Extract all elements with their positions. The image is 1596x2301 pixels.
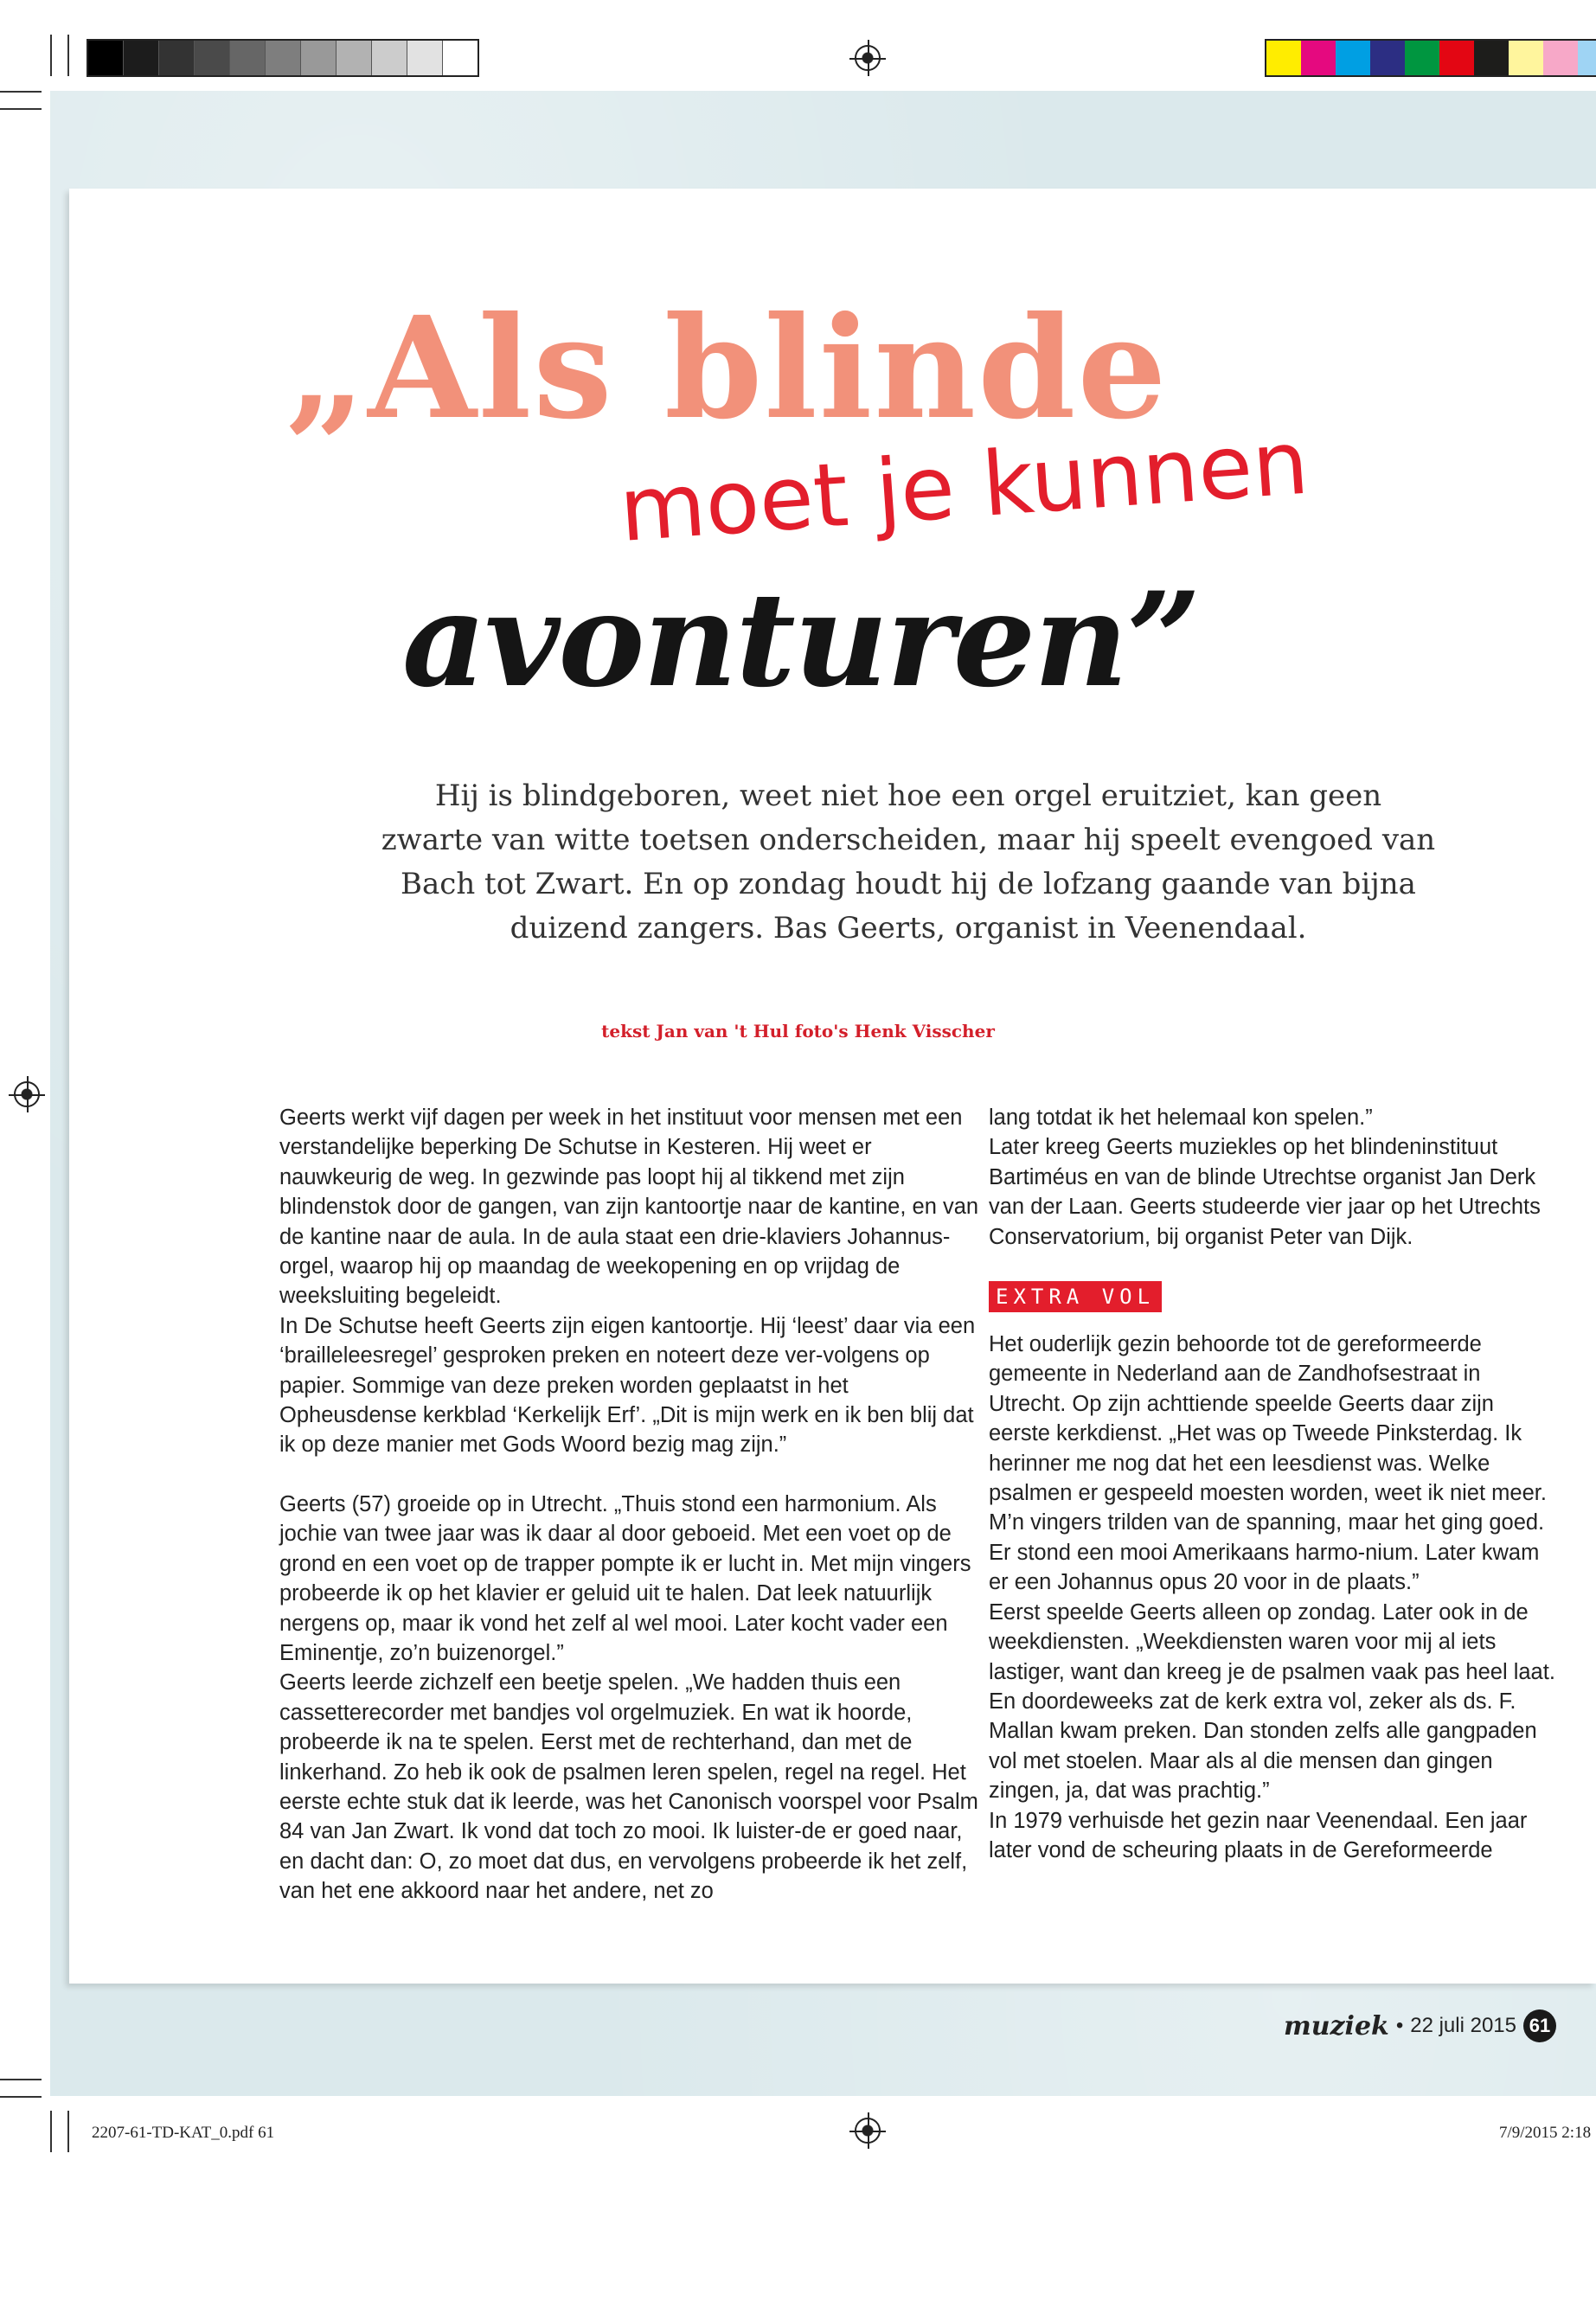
body-column-left [279, 1103, 980, 1907]
gray-swatch [300, 41, 336, 75]
print-slug-file: 2207-61-TD-KAT_0.pdf 61 [92, 2124, 275, 2142]
print-slug-timestamp: 7/9/2015 2:18 [1499, 2124, 1592, 2142]
gray-swatch [123, 41, 158, 75]
paragraph: lang totdat ik het helemaal kon spelen.” [989, 1106, 1373, 1130]
color-swatch [1543, 41, 1578, 75]
gray-swatch [442, 41, 478, 75]
paragraph: Later kreeg Geerts muziekles op het blindeninstituut Bartiméus en van de blinde Utrechtse organist Jan Derk van der Laan. Geerts studeerde vier jaar op het Utrechts Conservatorium, bij organist Peter van Dijk. [989, 1135, 1541, 1249]
color-swatch [1405, 41, 1439, 75]
color-swatch [1509, 41, 1543, 75]
gray-swatch [371, 41, 407, 75]
page-footer [1284, 2009, 1556, 2042]
grayscale-calibration-bar [87, 39, 479, 77]
gray-swatch [265, 41, 300, 75]
crop-mark [50, 2111, 52, 2152]
color-swatch [1370, 41, 1405, 75]
intro-lede: Hij is blindgeboren, weet niet hoe een orgel eruitziet, kan geen zwarte van witte toetsen onderscheiden, maar hij speelt evengoed van Bach tot Zwart. En op zondag houdt hij de lofzang gaande van bijna duizend zangers. Bas Geerts, organist in Veenendaal. [381, 779, 1436, 945]
gray-swatch [336, 41, 371, 75]
gray-swatch [158, 41, 194, 75]
issue-date: 22 juli 2015 [1410, 2014, 1516, 2037]
color-swatch [1301, 41, 1336, 75]
gray-swatch [407, 41, 442, 75]
gray-swatch [229, 41, 265, 75]
registration-mark-left [14, 1081, 40, 1107]
byline-credits: tekst Jan van 't Hul foto's Henk Visscher [601, 1021, 995, 1042]
page-number: 61 [1523, 2009, 1556, 2042]
crop-mark [67, 35, 69, 76]
registration-mark-bottom [855, 2118, 881, 2144]
color-swatch [1439, 41, 1474, 75]
crop-mark [50, 35, 52, 76]
paragraph: Geerts (57) groeide op in Utrecht. „Thuis stond een harmonium. Als jochie van twee jaar was ik daar al door geboeid. Met een voet op de grond en een voet op de trapper pompte ik er lucht in. Met mijn vingers probeerde ik op het klavier er geluid uit te halen. Dat leek natuurlijk nergens op, maar ik vond het zelf al wel mooi. Later kocht vader een Eminentje, zo’n buizenorgel.” [279, 1491, 971, 1665]
gray-swatch [88, 41, 123, 75]
crop-mark [0, 2096, 42, 2098]
crop-mark [0, 2079, 42, 2080]
paragraph: Het ouderlijk gezin behoorde tot de gereformeerde gemeente in Nederland aan de Zandhofsestraat in Utrecht. Op zijn achttiende speelde Geerts daar zijn eerste kerkdienst. „Het was op Tweede Pinksterdag. Ik herinner me nog dat het een leesdienst was. Welke psalmen er gespeeld moesten worden, weet ik niet meer. M’n vingers trilden van de spanning, maar het ging goed. Er stond een mooi Amerikaans harmo-nium. Later kwam er een Johannus opus 20 voor in de plaats.” [989, 1332, 1547, 1595]
headline-line-2: moet je kunnen [616, 411, 1312, 562]
color-calibration-bar [1265, 39, 1596, 77]
color-swatch [1336, 41, 1370, 75]
crop-mark [67, 2111, 69, 2152]
crop-mark [0, 91, 42, 93]
crop-mark [0, 108, 42, 110]
paragraph: In 1979 verhuisde het gezin naar Veenendaal. Een jaar later vond de scheuring plaats in de Gereformeerde [989, 1808, 1528, 1862]
footer-separator: • [1395, 2014, 1404, 2037]
paragraph: Geerts leerde zichzelf een beetje spelen. „We hadden thuis een cassetterecorder met bandjes vol orgelmuziek. En wat ik hoorde, probeerde ik na te spelen. Eerst met de rechterhand, dan met de linkerhand. Zo heb ik ook de psalmen leren spelen, regel na regel. Het eerste echte stuk dat ik leerde, was het Canonisch voorspel voor Psalm 84 van Jan Zwart. Ik vond dat toch zo mooi. Ik luister-de er goed naar, en dacht dan: O, zo moet dat dus, en vervolgens probeerde ik het zelf, van het ene akkoord naar het andere, net zo [279, 1670, 978, 1904]
color-swatch [1578, 41, 1596, 75]
registration-mark-top [855, 45, 881, 71]
section-kicker: EXTRA VOL [989, 1281, 1162, 1312]
color-swatch [1474, 41, 1509, 75]
magazine-name: muziek [1283, 2010, 1389, 2041]
headline-line-3: avonturen” [402, 564, 1200, 716]
paragraph: In De Schutse heeft Geerts zijn eigen kantoortje. Hij ‘leest’ daar via een ‘brailleleesregel’ gesproken preken en noteert deze ver-volgens op papier. Sommige van deze preken worden geplaatst in het Opheusdense kerkblad ‘Kerkelijk Erf’. „Dit is mijn werk en ik ben blij dat ik op deze manier met Gods Woord bezig mag zijn.” [279, 1313, 976, 1458]
color-swatch [1266, 41, 1301, 75]
body-column-right [989, 1103, 1560, 1865]
paragraph: Eerst speelde Geerts alleen op zondag. Later ook in de weekdiensten. „Weekdiensten waren voor mij al iets lastiger, want dan kreeg je de psalmen vaak pas heel laat. En doordeweeks zat de kerk extra vol, zeker als ds. F. Mallan kwam preken. Dan stonden zelfs alle gangpaden vol met stoelen. Maar als al die mensen dan gingen zingen, ja, dat was prachtig.” [989, 1599, 1555, 1804]
gray-swatch [194, 41, 229, 75]
paragraph: Geerts werkt vijf dagen per week in het instituut voor mensen met een verstandelijke beperking De Schutse in Kesteren. Hij weet er nauwkeurig de weg. In gezwinde pas loopt hij al tikkend met zijn blindenstok door de gangen, van zijn kantoortje naar de kantine, en van de kantine naar de aula. In de aula staat een drie-klaviers Johannus-orgel, waarop hij op maandag de weekopening en op vrijdag de weeksluiting begeleidt. [279, 1106, 979, 1309]
headline-line-1: „Als blinde [285, 286, 1169, 451]
